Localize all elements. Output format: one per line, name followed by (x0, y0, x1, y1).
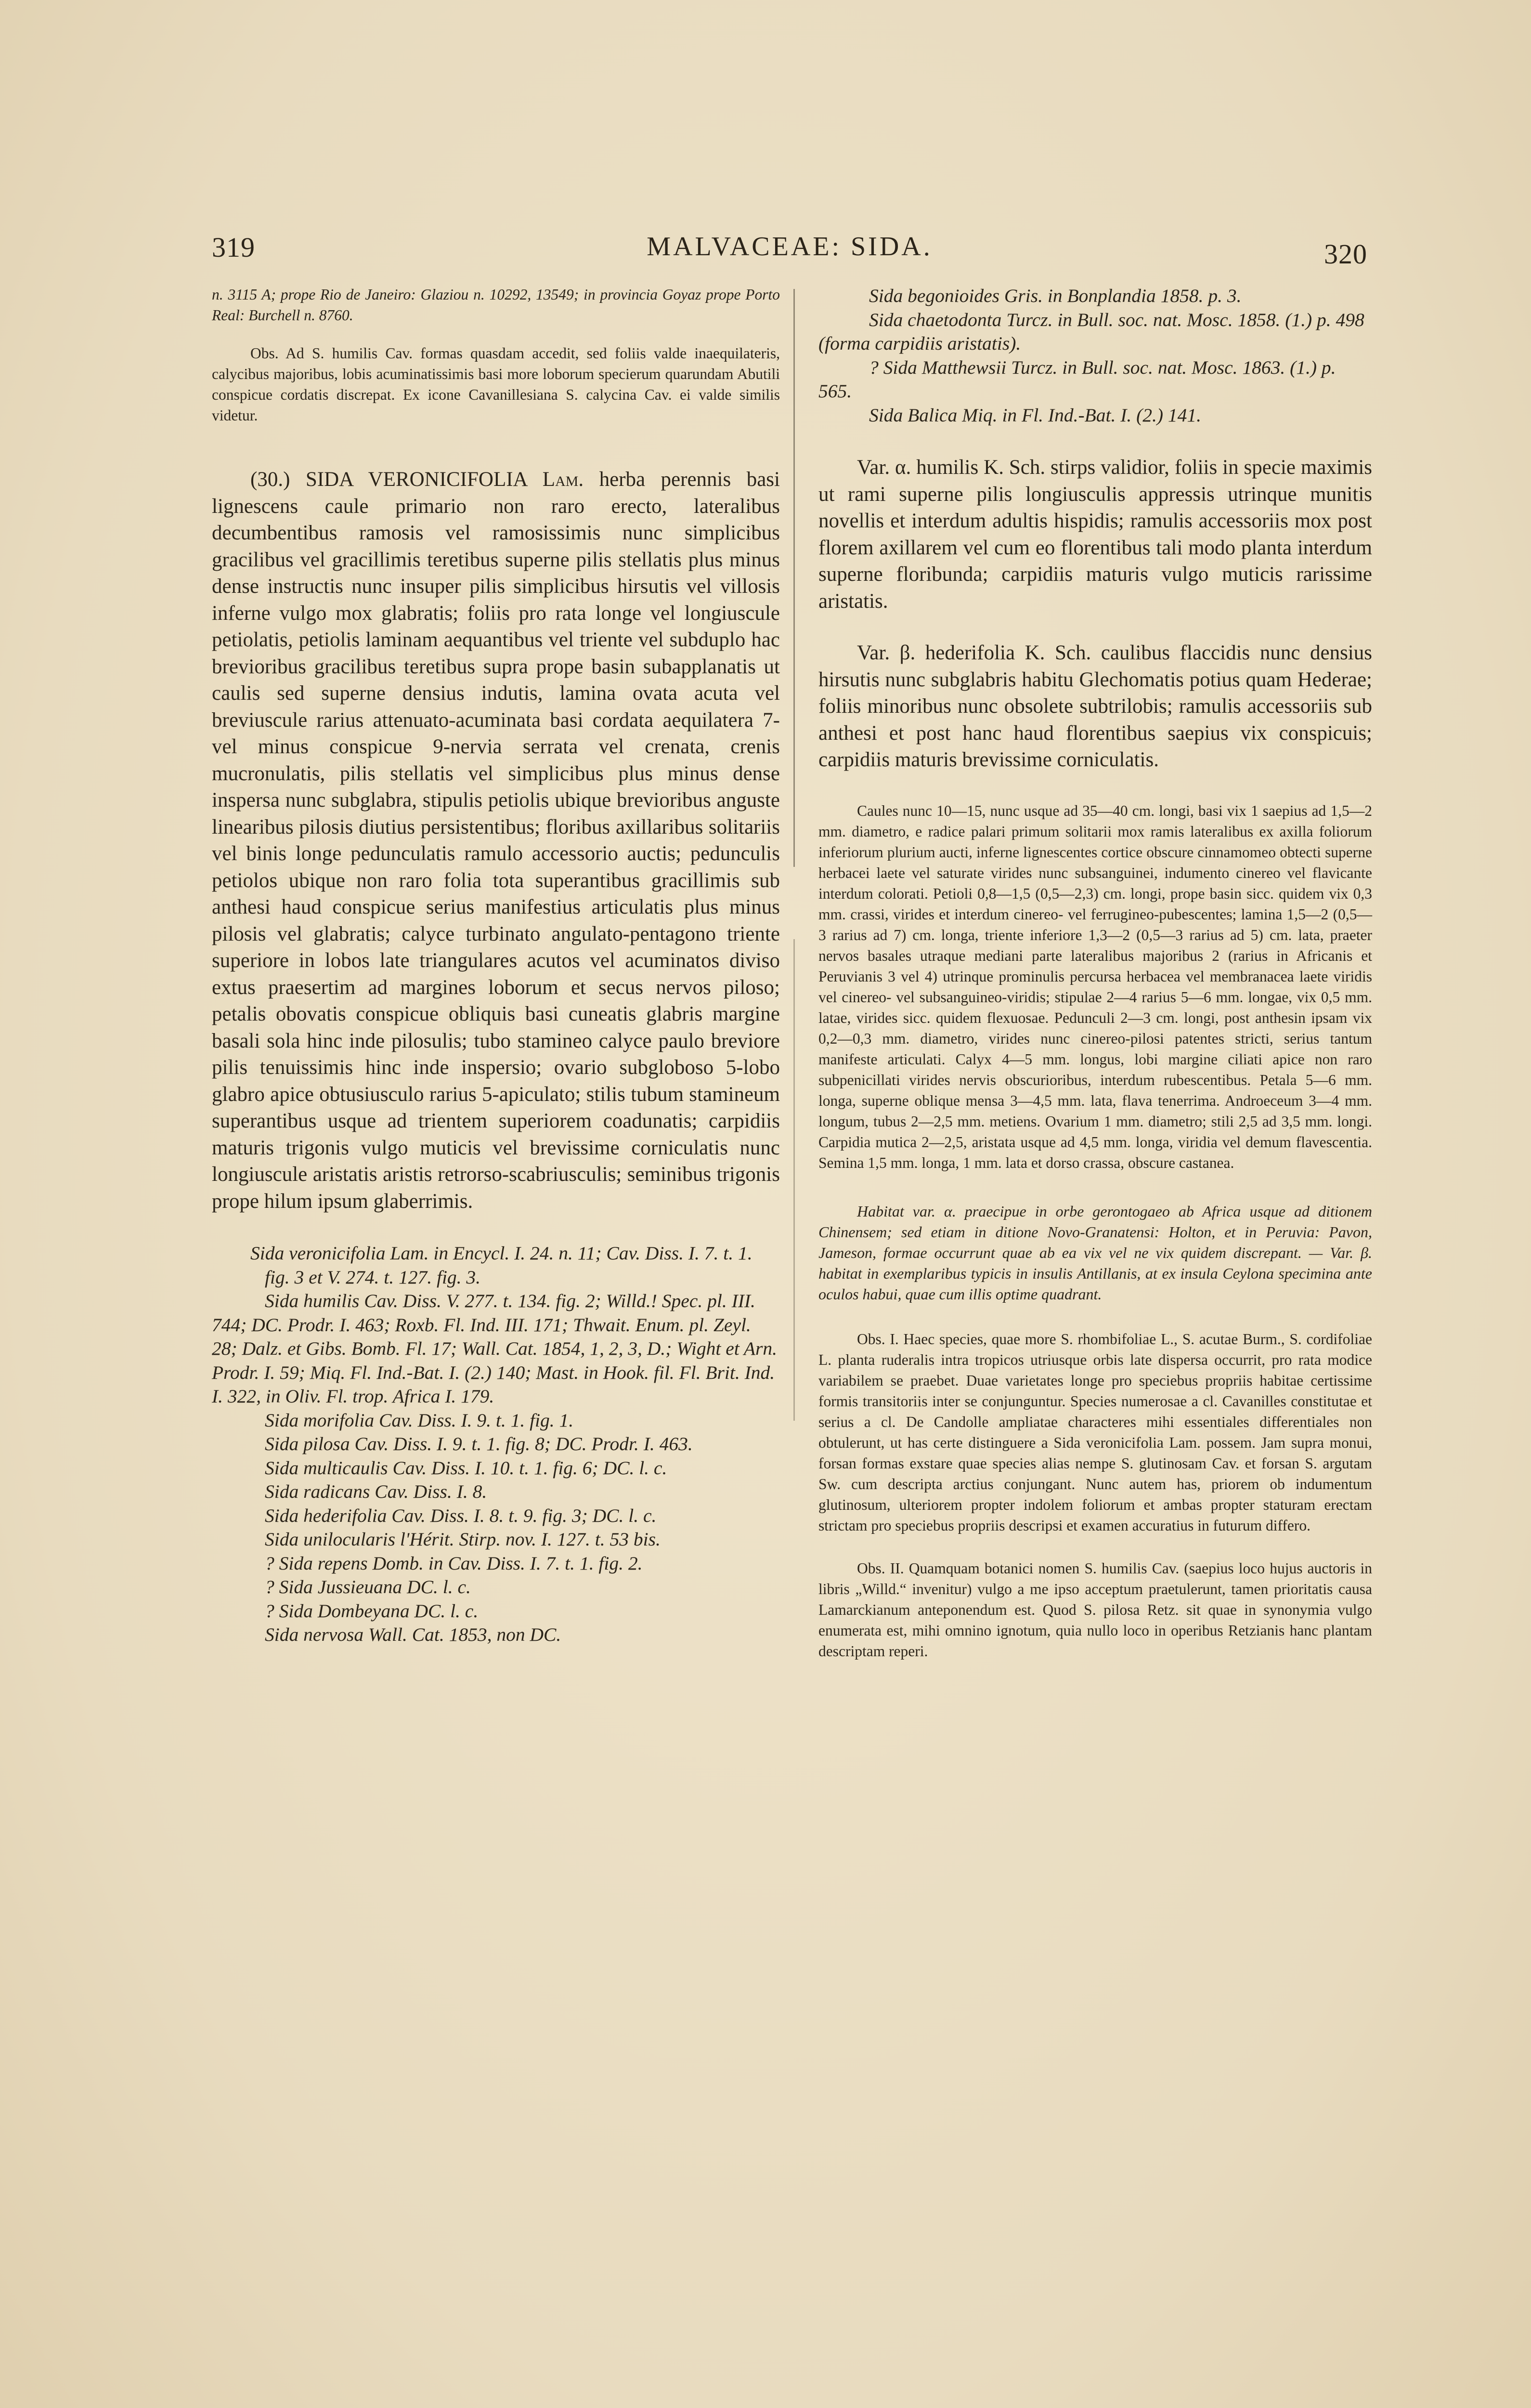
synonym-10: ? Sida Jussieuana DC. l. c. (265, 1576, 471, 1597)
habitat-paragraph: Habitat var. α. praecipue in orbe gerontogaeo ab Africa usque ad ditionem Chinensem; sed etiam in ditione Novo-Granatensi: Holton, et in Peruvia: Pavon, Jameson, formae occurrunt quae ab ea vix vel ne vix quidem discrepant. — Var. β. habitat in exemplaribus typicis in insulis Antillanis, at ex insula Ceylona specimina ante oculos habui, quae cum illis optime quadrant. (818, 1202, 1372, 1303)
running-head (212, 231, 1367, 270)
species-heading: (30.) SIDA VERONICIFOLIA Lam. (250, 468, 584, 491)
variety-alpha-text: stirps validior, foliis in specie maximis ut rami superne pilis longiusculis appressis utrinque munitis novellis et interdum adultis hispidis; ramulis accessoriis mox post florem axillarem vel cum eo florentibus tali modo planta interdum superne floribunda; carpidiis maturis vulgo muticis rarissime aristatis. (818, 456, 1372, 613)
column-divider-lower (793, 939, 795, 1421)
synonym-8: Sida unilocularis l'Hérit. Stirp. nov. I. 127. t. 53 bis. (265, 1529, 661, 1550)
synonym-4: Sida pilosa Cav. Diss. I. 9. t. 1. fig. 8; DC. Prodr. I. 463. (265, 1433, 693, 1454)
synonymy-continued (818, 284, 1372, 427)
right-page-number: 320 (1324, 238, 1367, 270)
synonym-1: Sida veronicifolia Lam. in Encycl. I. 24. n. 11; Cav. Diss. I. 7. t. 1. fig. 3 et V. 274. t. 127. fig. 3. (250, 1243, 753, 1288)
synonym-6: Sida radicans Cav. Diss. I. 8. (265, 1481, 487, 1502)
column-divider (793, 289, 795, 867)
measurements-paragraph: Caules nunc 10—15, nunc usque ad 35—40 cm. longi, basi vix 1 saepius ad 1,5—2 mm. diametro, e radice palari primum solitarii mox ramis lateralibus ex axilla foliorum inferiorum plurium aucti, inferne lignescentes cortice obscure cinnamomeo obtecti superne herbacei laete vel saturate virides nunc subsanguinei, indumento cinereo vel flavicante interdum colorati. Petioli 0,8—1,5 (0,5—2,3) cm. longi, prope basin sicc. quidem vix 0,3 mm. crassi, virides et interdum cinereo- vel ferrugineo-pubescentes; lamina 1,5—2 (0,5—3 rarius ad 7) cm. longa, triente inferiore 1,3—2 (0,5—3 rarius ad 5) cm. lata, praeter nervos basales utraque mediani parte lateralibus majoribus 2 (rarius in Africanis et Peruvianis 3 vel 4) utrinque prominulis percursa herbacea vel membranacea laete viridis vel cinereo- vel subsanguineo-viridis; stipulae 2—4 rarius 5—6 mm. longae, vix 0,5 mm. latae, virides sicc. quidem flexuosae. Pedunculi 2—3 cm. longi, post anthesin ipsam vix 0,2—0,3 mm. diametro, virides nunc cinereo-pilosi patentes stricti, serius tantum manifeste articulati. Calyx 4—5 mm. longus, lobi margine ciliati apice non raro subpenicillati virides nervis obscurioribus, interdum rubescentibus. Petala 5—6 mm. longa, superne oblique mensa 3—4,5 mm. lata, flava tenerrima. Androeceum 3—4 mm. longum, tubus 2—2,5 mm. metiens. Ovarium 1 mm. diametro; stili 2,5 ad 3,5 mm. longi. Carpidia mutica 2—2,5, aristata usque ad 4,5 mm. longa, viridia vel demum flavescentia. Semina 1,5 mm. longa, 1 mm. lata et dorso crassa, obscure castanea. (818, 802, 1372, 1171)
obs-note: Obs. Ad S. humilis Cav. formas quasdam accedit, sed foliis valde inaequilateris, calycibus majoribus, lobis acuminatissimis basi more loborum specierum quarundam Abutili conspicue cordatis discrepat. Ex icone Cavanillesiana S. calycina Cav. ei valde similis videtur. (212, 345, 780, 424)
species-description-text: herba perennis basi lignescens caule primario non raro erecto, lateralibus decumbentibus ramosis vel ramosissimis nunc simplicibus gracilibus vel gracillimis teretibus superne pilis stellatis plus minus dense instructis nunc insuper pilis simplicibus hirsutis vel villosis inferne vulgo mox glabratis; foliis pro rata longe vel longiuscule petiolatis, petiolis laminam aequantibus vel triente vel subduplo hac brevioribus gracilibus teretibus supra prope basin subapplanatis ut caulis sed superne densius indutis, lamina ovata acuta vel breviuscule rarius attenuato-acuminata basi cordata aequilatera 7- vel minus conspicue 9-nervia serrata vel crenata, crenis mucronulatis, pilis stellatis vel simplicibus plus minus dense inspersa nunc subglabra, stipulis petiolis ubique brevioribus anguste linearibus pilosis diutius persistentibus; floribus axillaribus solitariis vel binis longe pedunculatis ramulo accessorio auctis; pedunculis petiolos ubique non raro folia tota superantibus gracillimis sub anthesi haud conspicue serius manifestius articulatis plus minus pilosis vel glabratis; calyce turbinato angulato-pentagono triente superiore in lobos late triangulares acutos vel acuminatos diviso extus praesertim ad margines loborum et secus nervos piloso; petalis obovatis conspicue obliquis basi cuneatis glabris margine basali sola hinc inde pilosulis; tubo stamineo calyce paulo breviore pilis tenuissimis hinc inde inspersio; ovario subgloboso 5-lobo glabro apice obtusiusculo rarius 5-apiculato; stilis tubum stamineum superantibus usque ad trientem superiorem coadunatis; carpidiis maturis trigonis vulgo muticis vel brevissime corniculatis nunc longiuscule aristatis aristis retrorso-scabriusculis; seminibus trigonis prope hilum ipsum glaberrimis. (212, 468, 780, 1213)
synonym-7: Sida hederifolia Cav. Diss. I. 8. t. 9. fig. 3; DC. l. c. (265, 1505, 657, 1526)
synonym-2: Sida humilis Cav. Diss. V. 277. t. 134. fig. 2; Willd.! Spec. pl. III. 744; DC. Prodr. I. 463; Roxb. Fl. Ind. III. 171; Thwait. Enum. pl. Zeyl. 28; Dalz. et Gibs. Bomb. Fl. 17; Wall. Cat. 1854, 1, 2, 3, D.; Wight et Arn. Prodr. I. 59; Miq. Fl. Ind.-Bat. I. (2.) 140; Mast. in Hook. fil. Fl. Brit. Ind. I. 322, in Oliv. Fl. trop. Africa I. 179. (212, 1290, 778, 1407)
left-page-number: 319 (212, 232, 255, 263)
species-description (212, 466, 780, 1215)
synonym-r4: Sida Balica Miq. in Fl. Ind.-Bat. I. (2.) 141. (869, 404, 1202, 426)
obs-one: Obs. I. Haec species, quae more S. rhombifoliae L., S. acutae Burm., S. cordifoliae L. planta ruderalis intra tropicos utriusque orbis late dispersa occurrit, pro rata modice variabilem se praebet. Duae varietates longe pro speciebus propriis habitae certissime formis transitoriis inter se conjunguntur. Species numerosae a cl. Cavanilles constitutae et serius a cl. De Candolle ampliatae characteres mihi essentiales differentiales non obtulerunt, ut has certe distinguere a Sida veronicifolia Lam. possem. Jam supra monui, forsan formas exstare quae species alias nempe S. glutinosam Cav. et forsan S. argutam Sw. cum descripta arctius conjungant. Nunc autem has, priorem ob indumentum glutinosum, ulteriorem propter indolem foliorum et ambas propter staturam erectam strictam pro speciebus propriis descripsi et examen accuratius in futurum differo. (818, 1330, 1372, 1534)
variety-alpha (818, 454, 1372, 615)
synonym-r1: Sida begonioides Gris. in Bonplandia 1858. p. 3. (869, 285, 1242, 306)
synonym-9: ? Sida repens Domb. in Cav. Diss. I. 7. t. 1. fig. 2. (265, 1552, 643, 1574)
obs-two: Obs. II. Quamquam botanici nomen S. humilis Cav. (saepius loco hujus auctoris in libris „Willd.“ invenitur) vulgo a me ipso acceptum praetulerunt, tamen prioritatis causa Lamarckianum anteponendum est. Quod S. pilosa Retz. sit quae in synonymia vulgo enumerata est, mihi omnino ignotum, quia nullo loco in operibus Retzianis hanc plantam descriptam reperi. (818, 1559, 1372, 1660)
left-column (212, 284, 780, 1647)
synonym-3: Sida morifolia Cav. Diss. I. 9. t. 1. fig. 1. (265, 1409, 574, 1431)
synonym-r2: Sida chaetodonta Turcz. in Bull. soc. nat. Mosc. 1858. (1.) p. 498 (forma carpidiis aristatis). (818, 309, 1364, 354)
synonym-5: Sida multicaulis Cav. Diss. I. 10. t. 1. fig. 6; DC. l. c. (265, 1457, 667, 1479)
variety-beta (818, 640, 1372, 773)
synonymy-list (212, 1242, 780, 1647)
synonym-12: Sida nervosa Wall. Cat. 1853, non DC. (265, 1624, 561, 1645)
right-column (818, 284, 1372, 1662)
synonym-r3: ? Sida Matthewsii Turcz. in Bull. soc. nat. Mosc. 1863. (1.) p. 565. (818, 356, 1336, 402)
variety-beta-label: Var. β. hederifolia K. Sch. (857, 641, 1091, 664)
synonym-11: ? Sida Dombeyana DC. l. c. (265, 1600, 479, 1622)
locality-continuation: n. 3115 A; prope Rio de Janeiro: Glaziou n. 10292, 13549; in provincia Goyaz prope Porto Real: Burchell n. 8760. (212, 286, 780, 324)
variety-beta-text: caulibus flaccidis nunc densius hirsutis nunc subglabris habitu Glechomatis potius quam Hederae; foliis minoribus nunc obsolete subtrilobis; ramulis accessoriis sub anthesi et post hanc haud florentibus saepius vix conspicuis; carpidiis maturis brevissime corniculatis. (818, 641, 1372, 771)
variety-alpha-label: Var. α. humilis K. Sch. (857, 456, 1046, 479)
running-title: MALVACEAE: SIDA. (647, 232, 933, 262)
